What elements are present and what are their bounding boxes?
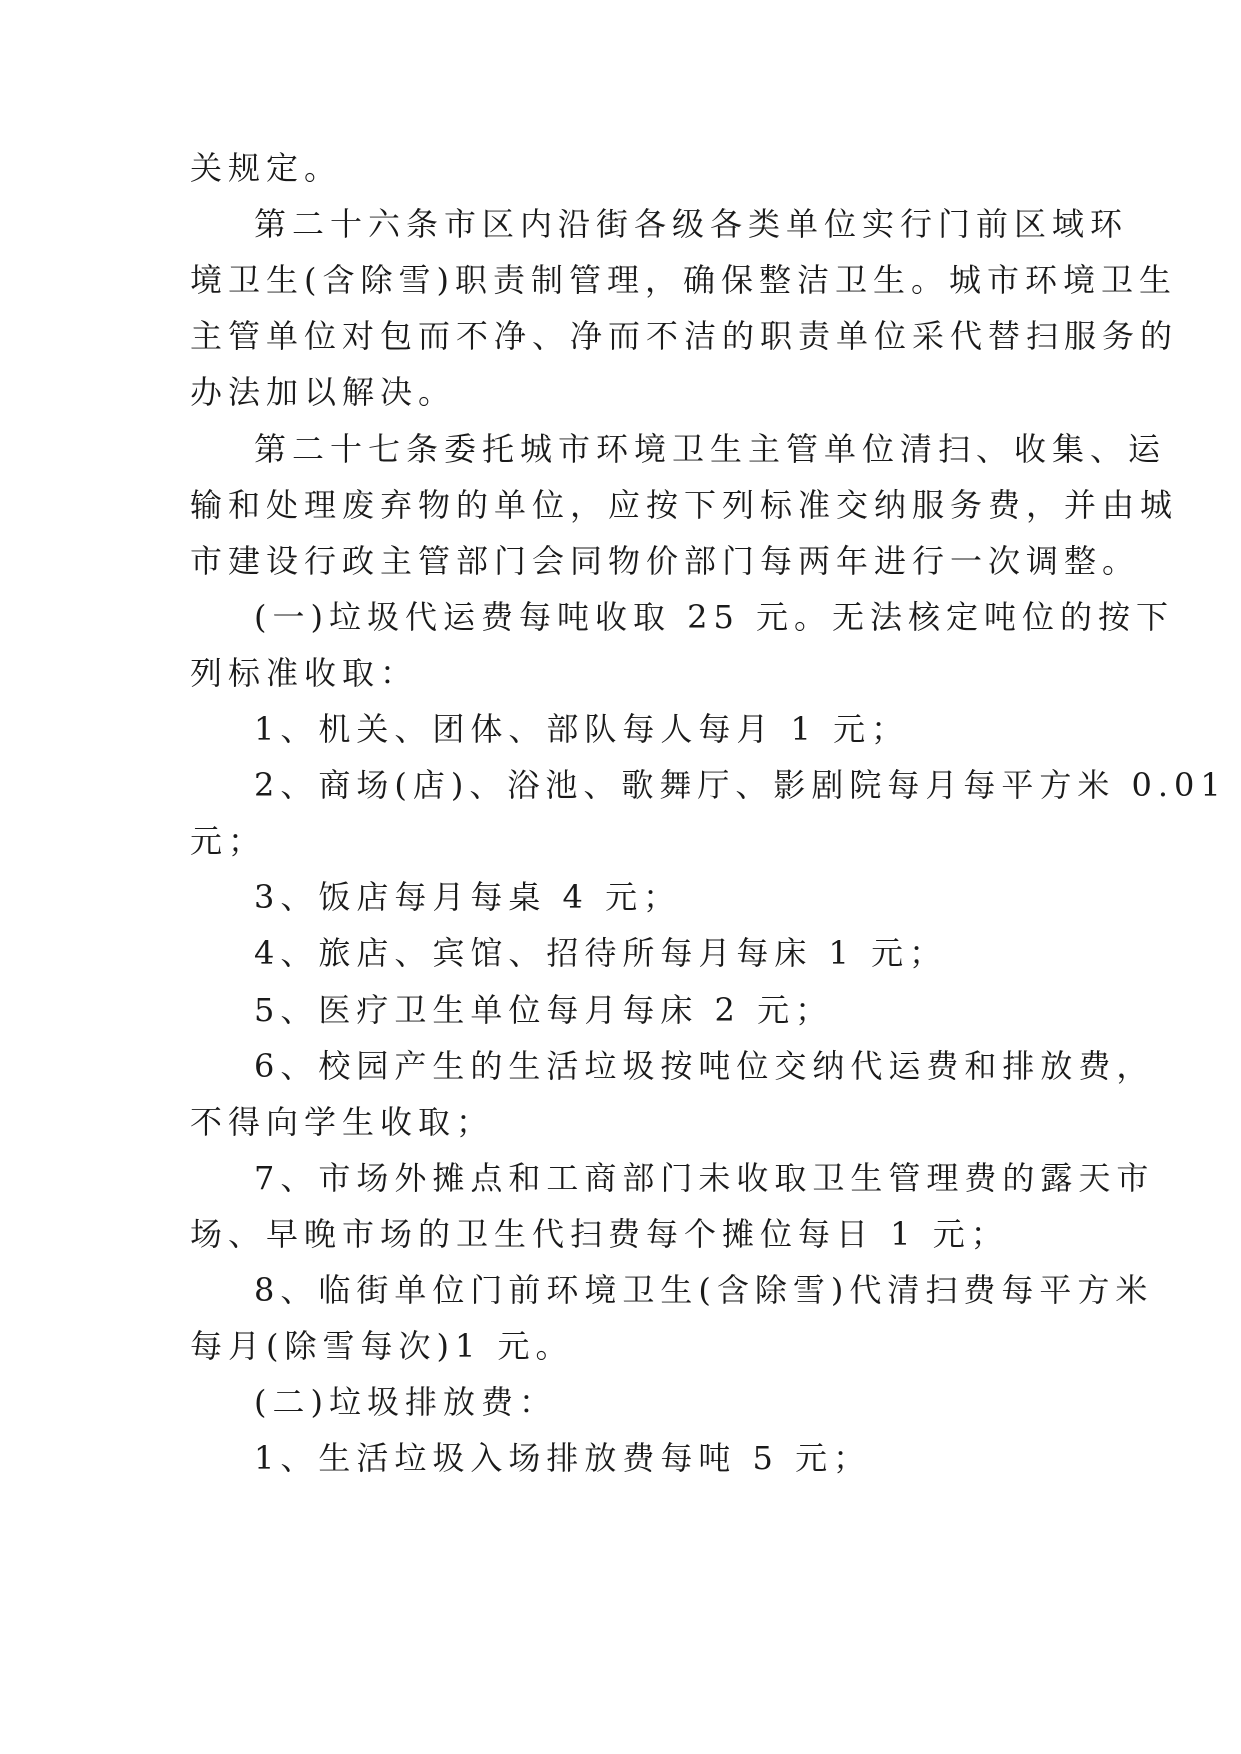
paragraph-first-line: 第二十六条市区内沿街各级各类单位实行门前区域环 <box>254 205 1129 243</box>
list-item: 2、商场(店)、浴池、歌舞厅、影剧院每月每平方米 0.01 <box>254 766 1227 804</box>
list-item: 7、市场外摊点和工商部门未收取卫生管理费的露天市 <box>254 1159 1155 1197</box>
text-line: 每月(除雪每次)1 元。 <box>190 1327 574 1365</box>
text-line: 主管单位对包而不净、净而不洁的职责单位采代替扫服务的 <box>190 317 1179 355</box>
text-line: 列标准收取： <box>190 654 419 692</box>
list-item: 3、饭店每月每桌 4 元； <box>254 878 682 916</box>
paragraph-first-line: 第二十七条委托城市环境卫生主管单位清扫、收集、运 <box>254 430 1167 468</box>
text-line: 办法加以解决。 <box>190 373 457 411</box>
list-item: 1、生活垃圾入场排放费每吨 5 元； <box>254 1439 872 1477</box>
text-line: 场、早晚市场的卫生代扫费每个摊位每日 1 元； <box>190 1215 1009 1253</box>
text-line: 市建设行政主管部门会同物价部门每两年进行一次调整。 <box>190 542 1141 580</box>
list-item: 5、医疗卫生单位每月每床 2 元； <box>254 991 834 1029</box>
list-item: 4、旅店、宾馆、招待所每月每床 1 元； <box>254 934 948 972</box>
text-line: 关规定。 <box>190 149 343 187</box>
text-line: 境卫生(含除雪)职责制管理，确保整洁卫生。城市环境卫生 <box>190 261 1177 299</box>
paragraph-first-line: (一)垃圾代运费每吨收取 25 元。无法核定吨位的按下 <box>254 598 1175 636</box>
text-line: 输和处理废弃物的单位，应按下列标准交纳服务费，并由城 <box>190 486 1179 524</box>
list-item: 6、校园产生的生活垃圾按吨位交纳代运费和排放费， <box>254 1047 1155 1085</box>
text-line: 元； <box>190 822 267 860</box>
list-item: 8、临街单位门前环境卫生(含除雪)代清扫费每平方米 <box>254 1271 1154 1309</box>
text-line: 不得向学生收取； <box>190 1103 495 1141</box>
section-heading: (二)垃圾排放费： <box>254 1383 557 1421</box>
list-item: 1、机关、团体、部队每人每月 1 元； <box>254 710 910 748</box>
